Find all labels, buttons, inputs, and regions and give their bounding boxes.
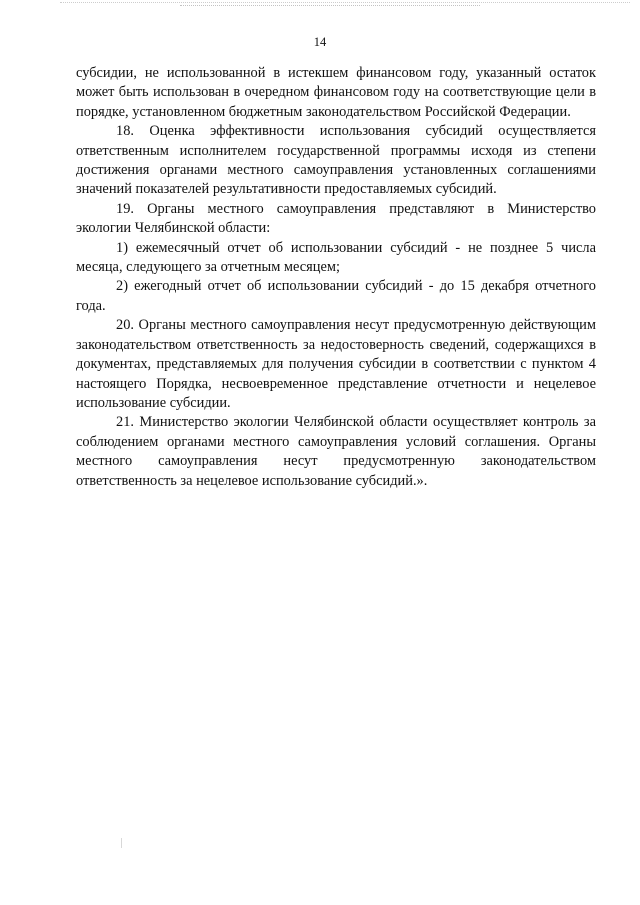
paragraph-20: 20. Органы местного самоуправления несут предусмотренную действующим законодательством ответственность за недостоверность сведений, содержащихся в документах, представляемых для получения субсидии в соответствии с пунктом 4 настоящего Порядка, несвоевременное представление отчетности и нецелевое использование субсидии. (76, 317, 596, 411)
scan-speck (121, 838, 122, 848)
scan-edge-mark (180, 5, 480, 8)
page-number: 14 (313, 35, 327, 49)
paragraph-19-item-2: 2) ежегодный отчет об использовании субсидий - до 15 декабря отчетного года. (76, 278, 596, 314)
paragraph-19: 19. Органы местного самоуправления представляют в Министерство экологии Челябинской области: (76, 200, 596, 237)
document-body (76, 64, 596, 491)
paragraph-21: 21. Министерство экологии Челябинской области осуществляет контроль за соблюдением органами местного самоуправления условий соглашения. Органы местного самоуправления несут предусмотренную законодательством ответственность за нецелевое использование субсидий.». (76, 414, 596, 489)
paragraph-19-item-1: 1) ежемесячный отчет об использовании субсидий - не позднее 5 числа месяца, следующего за отчетным месяцем; (76, 239, 596, 276)
paragraph-18: 18. Оценка эффективности использования субсидий осуществляется ответственным исполнителем государственной программы исходя из степени достижения органами местного самоуправления установленных соглашениями значений показателей результативности предоставляемых субсидий. (76, 123, 596, 198)
paragraph-continuation: субсидии, не использованной в истекшем финансовом году, указанный остаток может быть использован в очередном финансовом году на соответствующие цели в порядке, установленном бюджетным законодательством Российской Федерации. (76, 65, 596, 120)
